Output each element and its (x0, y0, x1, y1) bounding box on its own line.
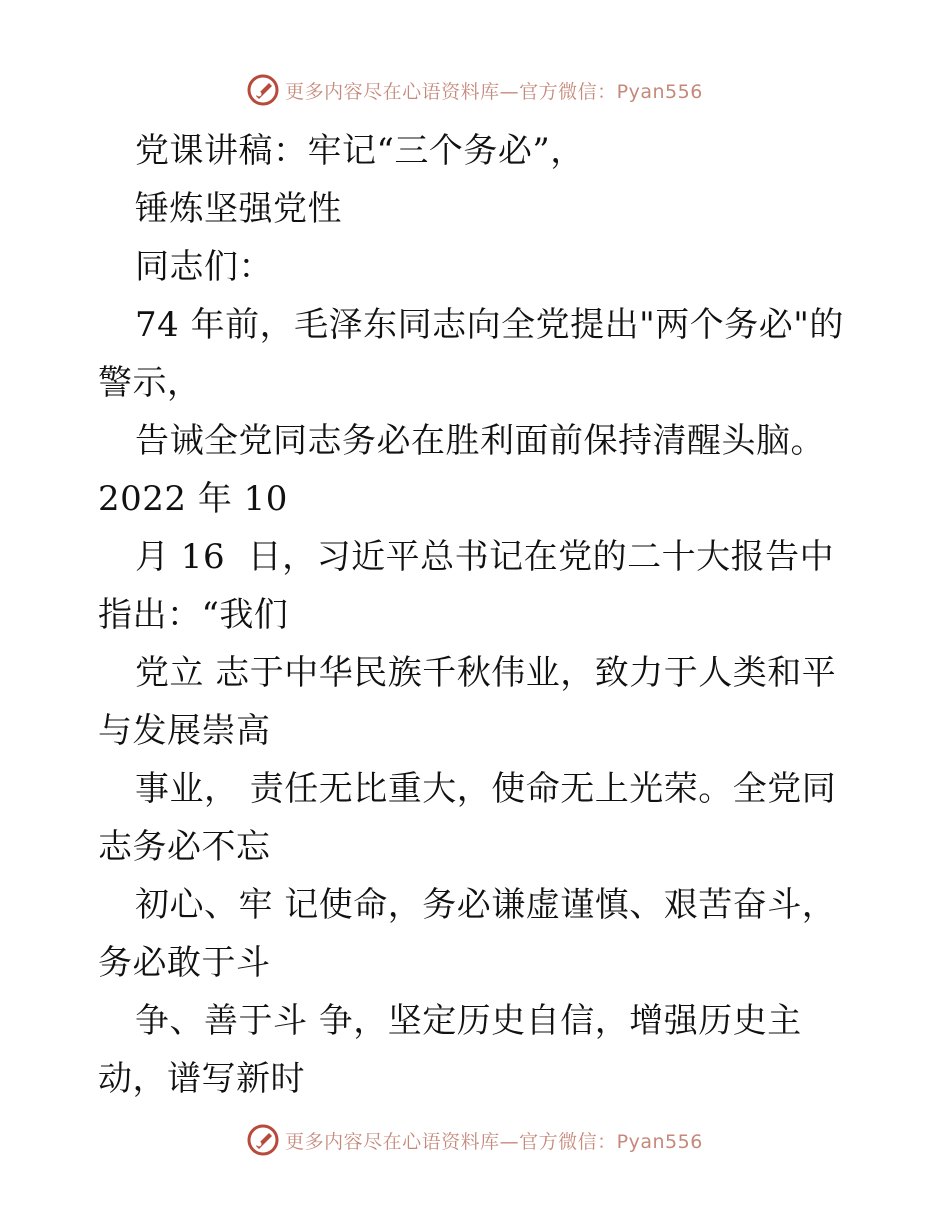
document-body (98, 122, 843, 1108)
header-banner (0, 70, 950, 110)
paragraph-line: 志务必不忘 (98, 827, 271, 867)
header-banner-text: 更多内容尽在心语资料库—官方微信：Pyan556 (285, 80, 703, 103)
paragraph-line: 74 年前，毛泽东同志向全党提出"两个务必"的 (135, 305, 844, 345)
paragraph-line: 争、善于斗 争，坚定历史自信，增强历史主 (135, 1001, 802, 1041)
footer-banner (0, 1120, 950, 1160)
paragraph-line: 务必敢于斗 (98, 943, 271, 983)
paragraph-line: 2022 年 10 (98, 479, 288, 519)
paragraph-line: 动，谱写新时 (98, 1059, 305, 1099)
title-line-1: 党课讲稿：牢记“三个务必”， (135, 131, 585, 171)
paragraph-line: 月 16 日，习近平总书记在党的二十大报告中 (135, 537, 835, 577)
paragraph-line: 事业， 责任无比重大，使命无上光荣。全党同 (135, 769, 837, 809)
paragraph-line: 与发展崇高 (98, 711, 271, 751)
paragraph-line: 初心、牢 记使命，务必谦虚谨慎、艰苦奋斗， (135, 885, 837, 925)
seal-logo-icon (247, 74, 279, 106)
paragraph-line: 告诫全党同志务必在胜利面前保持清醒头脑。 (135, 421, 825, 461)
seal-logo-icon (247, 1124, 279, 1156)
paragraph-line: 党立 志于中华民族千秋伟业，致力于人类和平 (135, 653, 837, 693)
title-line-2: 锤炼坚强党性 (135, 189, 342, 229)
paragraph-line: 警示， (98, 363, 202, 403)
paragraph-line: 指出：“我们 (98, 595, 289, 635)
salutation: 同志们： (135, 247, 273, 287)
footer-banner-text: 更多内容尽在心语资料库—官方微信：Pyan556 (285, 1130, 703, 1153)
